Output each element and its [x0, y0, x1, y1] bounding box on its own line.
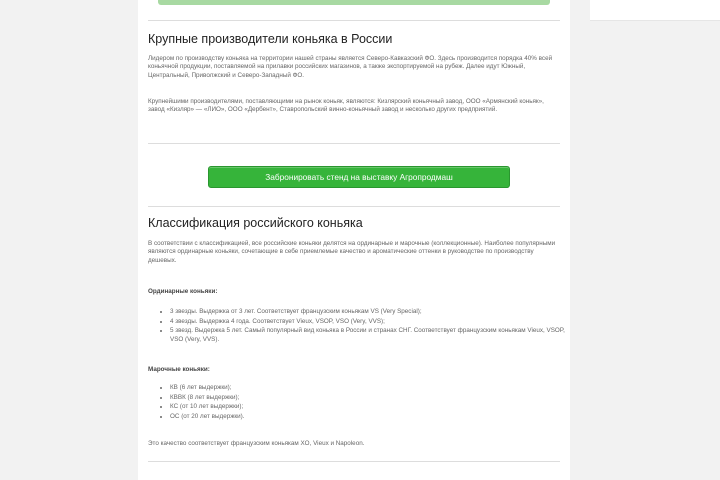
top-green-bar [158, 0, 550, 5]
producers-paragraph-2: Крупнейшими производителями, поставляющими на рынок коньяк, являются: Кизлярский коньячный завод, ООО «Армянский коньяк», завод «Кизляр» — «ЛИО», ООО «Дербент», Ставропольский винно-коньячный завод и несколько других предприятий. [148, 98, 544, 114]
list-item: • 4 звезды. Выдержка 4 года. Соответствует Vieux, VSOP, VSO (Very, VVS); [170, 318, 570, 327]
ordinary-label: Ординарные коньяки: [148, 288, 218, 295]
list-item: • КС (от 10 лет выдержки); [170, 403, 570, 412]
producers-paragraph-1: Лидером по производству коньяка на территории нашей страны является Северо-Кавказский ФО. Здесь производится порядка 40% всей коньячной продукции, поставляемой на прилавки российских магазинов, а также экспортируемой на рубеж. Далее идут Южный, Центральный, Приволжский и Северо-Западный ФО. [148, 55, 553, 79]
book-stand-button[interactable]: Забронировать стенд на выставку Агропродмаш [208, 166, 510, 188]
classification-intro: В соответствии с классификацией, все российские коньяки делятся на ординарные и марочные (коллекционные). Наиболее популярными являются ординарные коньяки, сочетающие в себе приемлемые качество и ароматические оттенки в руководстве по производству дешевых. [148, 240, 556, 264]
section-divider [148, 20, 560, 21]
vintage-label: Марочные коньяки: [148, 366, 210, 373]
list-item: • 5 звезд. Выдержка 5 лет. Самый популярный вид коньяка в России и странах СНГ. Соответствует французским коньякам Vieux, VSOP, VSO (Very, VVS). [170, 327, 570, 344]
list-item: • КВВК (8 лет выдержки); [170, 394, 570, 403]
ordinary-list [158, 308, 570, 345]
list-item: • КВ (6 лет выдержки); [170, 384, 570, 393]
sidebar-card [590, 0, 720, 21]
classification-footer-note: Это качество соответствует французским коньякам XO, Vieux и Napoleon. [148, 440, 365, 447]
section-heading-producers: Крупные производители коньяка в России [148, 32, 393, 46]
section-divider [148, 461, 560, 462]
section-heading-classification: Классификация российского коньяка [148, 216, 363, 230]
section-divider [148, 143, 560, 144]
list-item: • ОС (от 20 лет выдержки). [170, 413, 570, 422]
list-item: • 3 звезды. Выдержка от 3 лет. Соответствует французским коньякам VS (Very Special); [170, 308, 570, 317]
vintage-list [158, 384, 570, 422]
article-content [138, 0, 570, 480]
section-divider [148, 206, 560, 207]
